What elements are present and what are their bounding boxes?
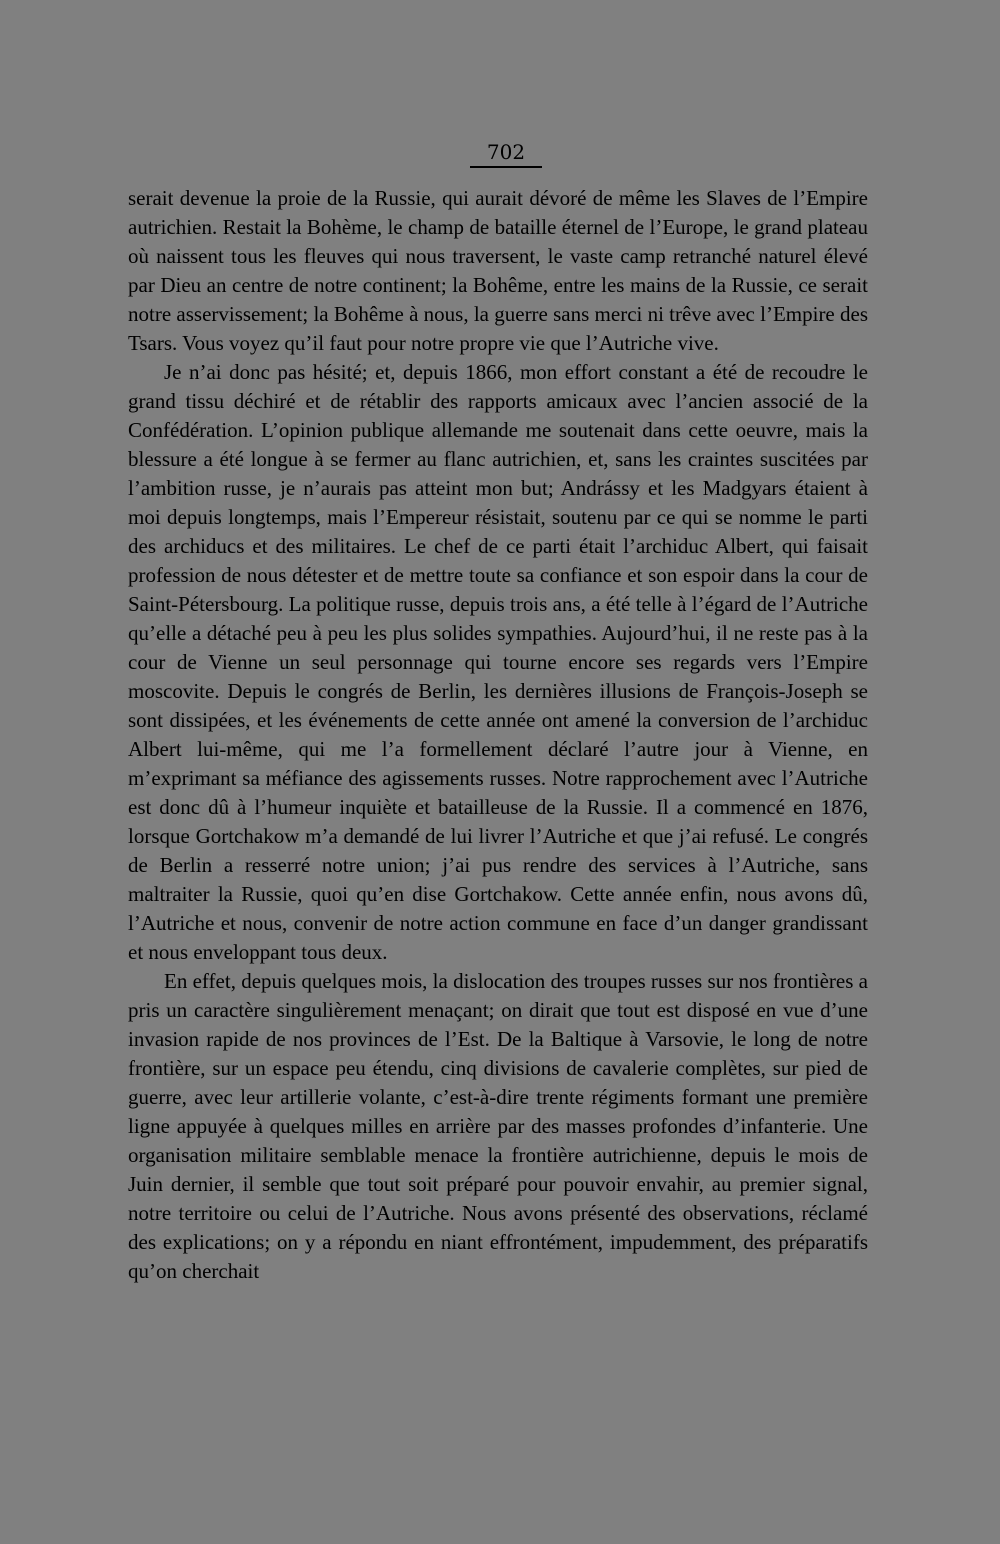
paragraph-1: serait devenue la proie de la Russie, qui aurait dévoré de même les Slaves de l’Empire autrichien. Restait la Bohème, le champ de bataille éternel de l’Europe, le grand plateau où naissent tous les fleuves qui nous traversent, le vaste camp retranché naturel élevé par Dieu an centre de notre continent; la Bohême, entre les mains de la Russie, ce serait notre asservissement; la Bohême à nous, la guerre sans merci ni trêve avec l’Empire des Tsars. Vous voyez qu’il faut pour notre propre vie que l’Autriche vive. <box>128 186 868 355</box>
page-number: 702 <box>486 140 526 164</box>
page-number-rule <box>470 166 542 168</box>
paragraph-2: Je n’ai donc pas hésité; et, depuis 1866, mon effort constant a été de recoudre le grand tissu déchiré et de rétablir des rapports amicaux avec l’ancien associé de la Confédération. L’opinion publique allemande me soutenait dans cette oeuvre, mais la blessure a été longue à se fermer au flanc autrichien, et, sans les craintes suscitées par l’ambition russe, je n’aurais pas atteint mon but; Andrássy et les Madgyars étaient à moi depuis longtemps, mais l’Empereur résistait, soutenu par ce qui se nomme le parti des archiducs et des militaires. Le chef de ce parti était l’archiduc Albert, qui faisait profession de nous détester et de mettre toute sa confiance et son espoir dans la cour de Saint-Pétersbourg. La politique russe, depuis trois ans, a été telle à l’égard de l’Autriche qu’elle a détaché peu à peu les plus solides sympathies. Aujourd’hui, il ne reste pas à la cour de Vienne un seul personnage qui tourne encore ses regards vers l’Empire moscovite. Depuis le congrés de Berlin, les dernières illusions de François-Joseph se sont dissipées, et les événements de cette année ont amené la conversion de l’archiduc Albert lui-même, qui me l’a formellement déclaré l’autre jour à Vienne, en m’exprimant sa méfiance des agissements russes. Notre rapprochement avec l’Autriche est donc dû à l’humeur inquiète et batailleuse de la Russie. Il a commencé en 1876, lorsque Gortchakow m’a demandé de lui livrer l’Autriche et que j’ai refusé. Le congrés de Berlin a resserré notre union; j’ai pus rendre des services à l’Autriche, sans maltraiter la Russie, quoi qu’en dise Gortchakow. Cette année enfin, nous avons dû, l’Autriche et nous, convenir de notre action commune en face d’un danger grandissant et nous enveloppant tous deux. <box>128 360 868 964</box>
paragraph-3: En effet, depuis quelques mois, la dislocation des troupes russes sur nos frontières a pris un caractère singulièrement menaçant; on dirait que tout est disposé en vue d’une invasion rapide de nos provinces de l’Est. De la Baltique à Varsovie, le long de notre frontière, sur un espace peu étendu, cinq divisions de cavalerie complètes, sur pied de guerre, avec leur artillerie volante, c’est-à-dire trente régiments formant une première ligne appuyée à quelques milles en arrière par des masses profondes d’infanterie. Une organisation militaire semblable menace la frontière autrichienne, depuis le mois de Juin dernier, il semble que tout soit préparé pour pouvoir envahir, au premier signal, notre territoire ou celui de l’Autriche. Nous avons présenté des observations, réclamé des explications; on y a répondu en niant effrontément, impudemment, des préparatifs qu’on cherchait <box>128 969 868 1283</box>
body-text <box>128 184 868 1286</box>
